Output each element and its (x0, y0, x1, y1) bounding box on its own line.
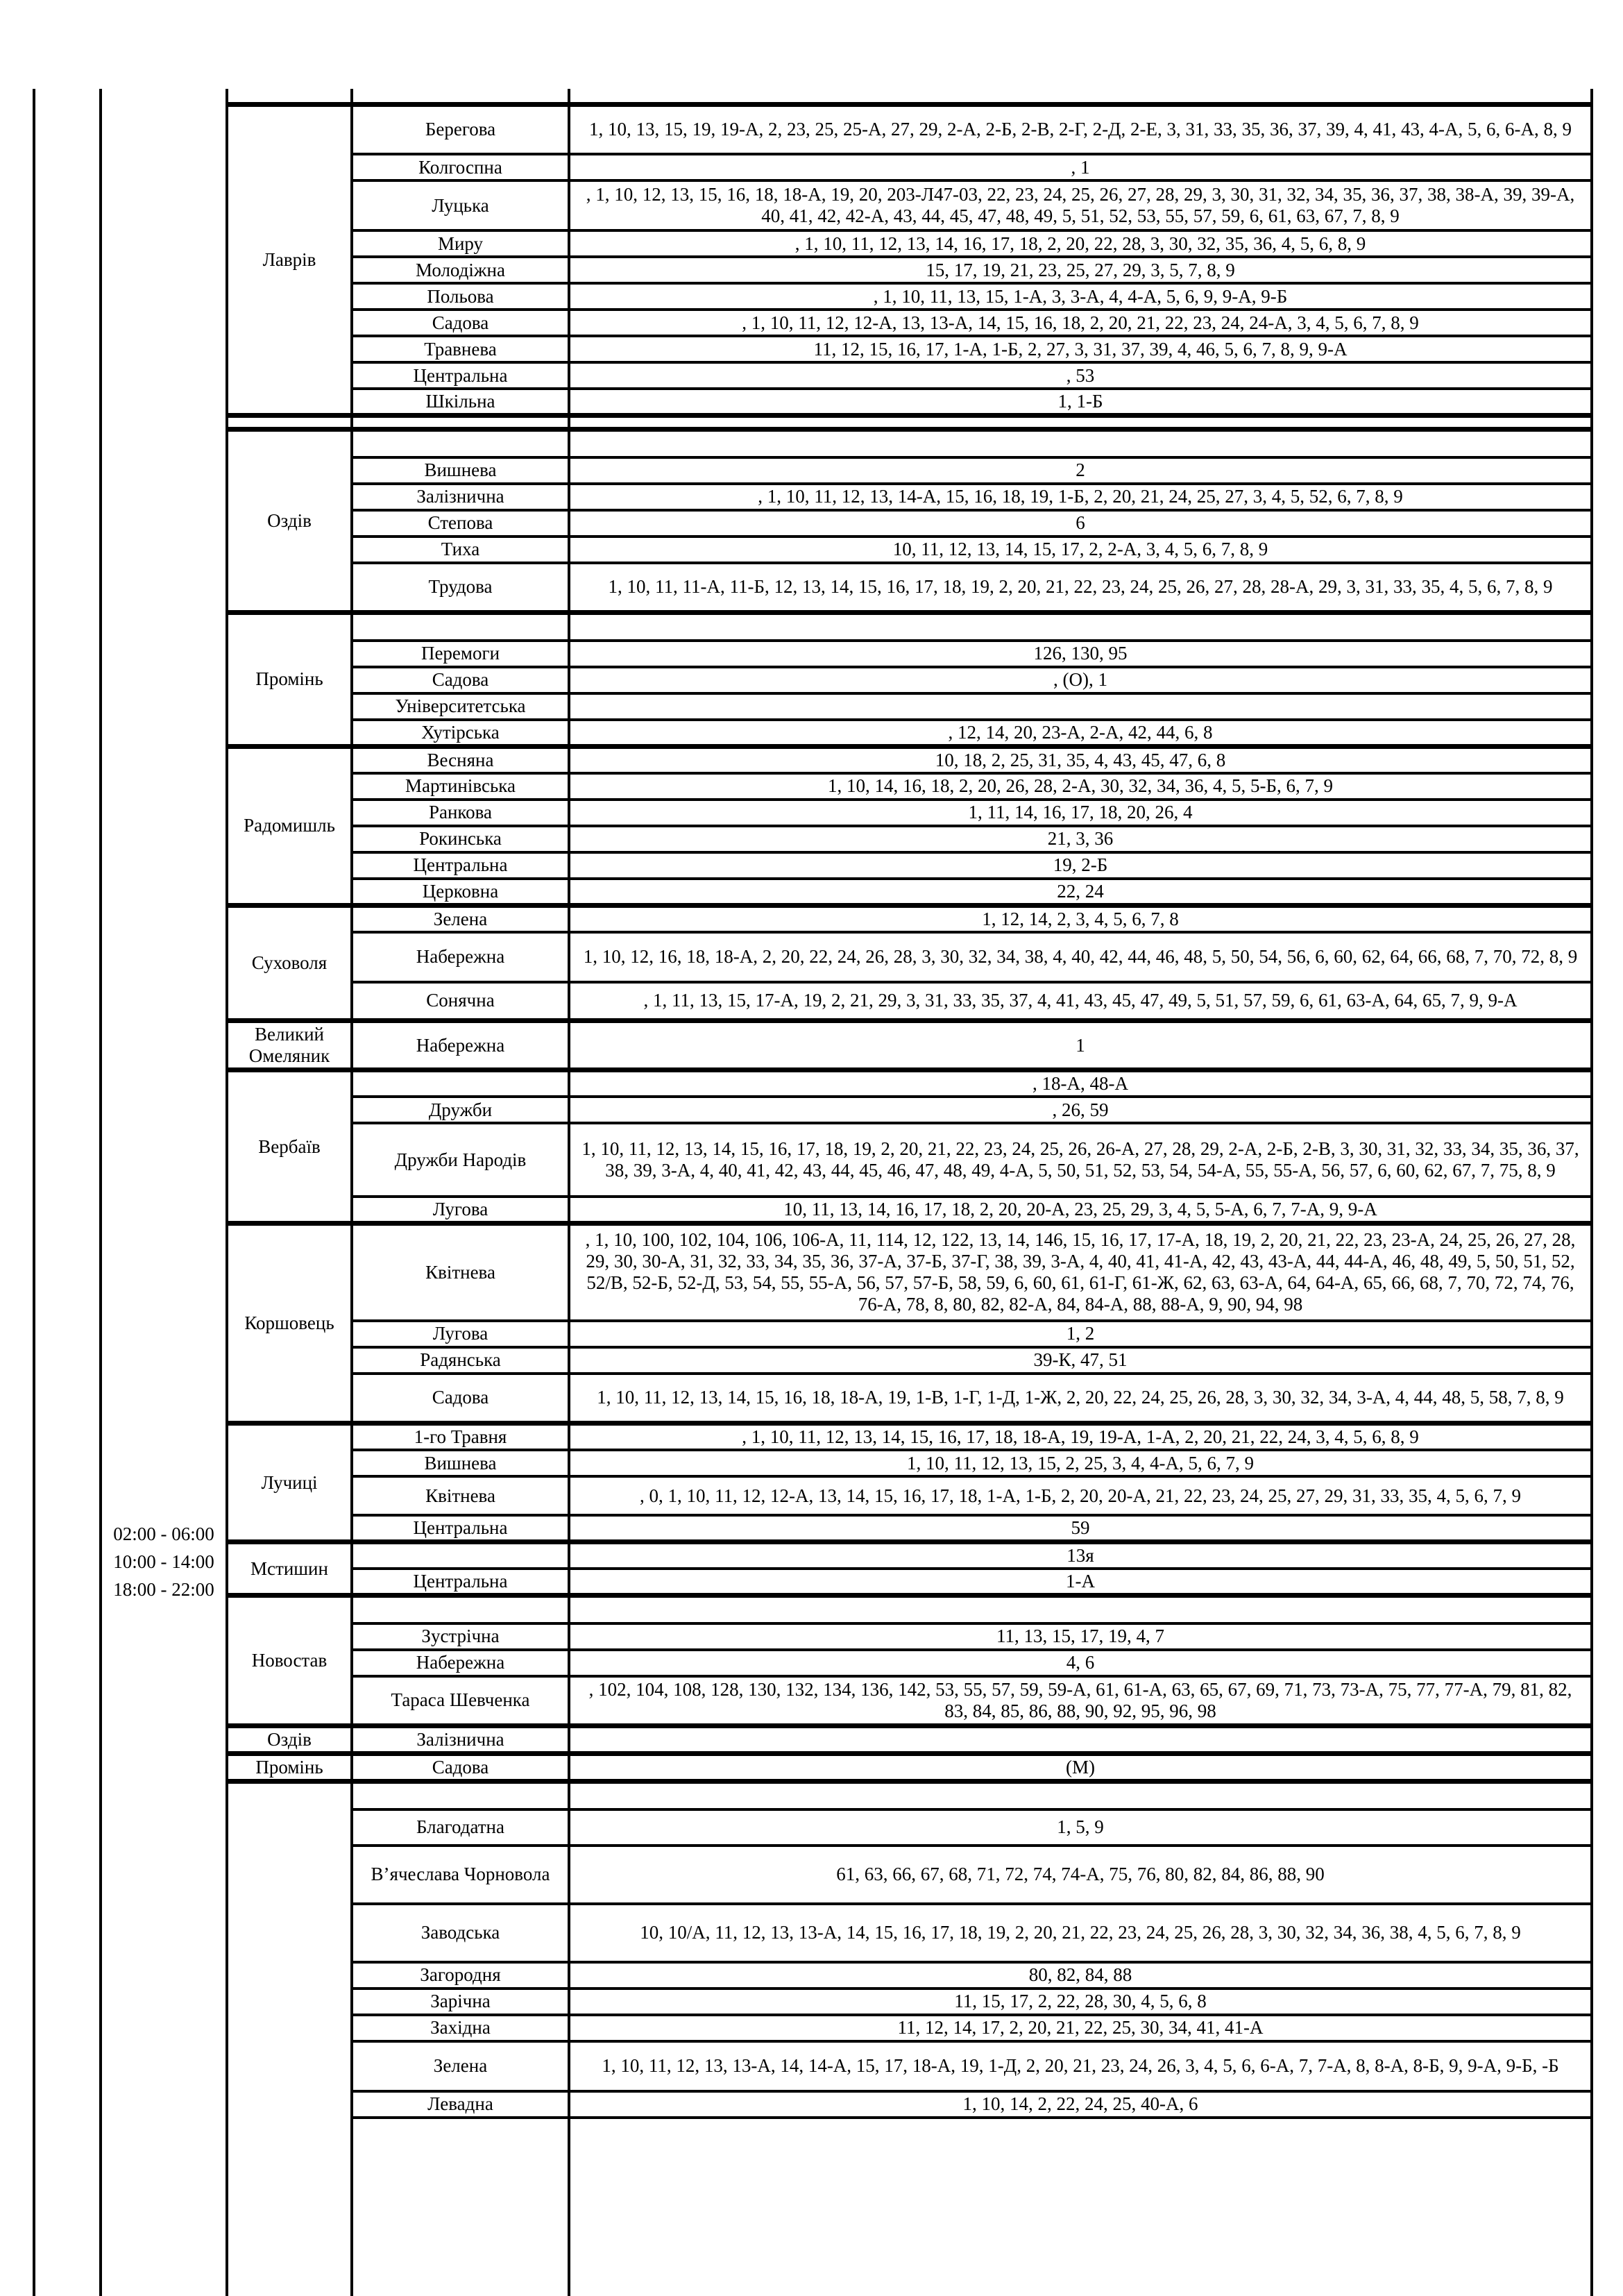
village-cell: Лаврів (227, 104, 352, 416)
table-row (227, 641, 1592, 667)
village-cell: Лучиці (227, 1424, 352, 1542)
house-numbers-cell (569, 1782, 1592, 1809)
table-row (227, 180, 1592, 230)
street-cell: Зелена (352, 2041, 569, 2091)
house-numbers-cell: 1-А (569, 1569, 1592, 1596)
table-row (227, 1754, 1592, 1782)
street-cell: Садова (352, 667, 569, 693)
house-numbers-cell: 11, 12, 14, 17, 2, 20, 21, 22, 25, 30, 34, 41, 41-А (569, 2015, 1592, 2041)
table-row (227, 1962, 1592, 1989)
table-row (227, 430, 1592, 457)
house-numbers-cell: 1, 10, 11, 11-А, 11-Б, 12, 13, 14, 15, 16, 17, 18, 19, 2, 20, 21, 22, 23, 24, 25, 26, 27, 28, 28-А, 29, 3, 31, 33, 35, 4, 5, 6, 7, 8, 9 (569, 563, 1592, 613)
table-row (227, 1224, 1592, 1321)
table-row (227, 310, 1592, 336)
street-cell: Ранкова (352, 800, 569, 826)
street-cell: Хутірська (352, 720, 569, 747)
street-cell: Зелена (352, 905, 569, 932)
house-numbers-cell (569, 430, 1592, 457)
table-row (227, 773, 1592, 800)
village-cell: Суховоля (227, 905, 352, 1021)
village-cell: Промінь (227, 1754, 352, 1782)
time-slot: 02:00 - 06:00 (113, 1523, 214, 1544)
street-cell: Набережна (352, 1021, 569, 1070)
village-cell: Новостав (227, 1596, 352, 1726)
time-slot: 18:00 - 22:00 (113, 1579, 214, 1600)
street-cell: Молодіжна (352, 257, 569, 283)
table-row (227, 1374, 1592, 1424)
table-row (227, 1676, 1592, 1726)
house-numbers-cell: , 1, 11, 13, 15, 17-А, 19, 2, 21, 29, 3, 31, 33, 35, 37, 4, 41, 43, 45, 47, 49, 5, 51, 57, 59, 6, 61, 63-А, 64, 65, 7, 9, 9-А (569, 982, 1592, 1021)
street-cell: Набережна (352, 1650, 569, 1676)
house-numbers-cell: 10, 11, 13, 14, 16, 17, 18, 2, 20, 20-А, 23, 25, 29, 3, 4, 5, 5-А, 6, 7, 7-А, 9, 9-А (569, 1197, 1592, 1224)
house-numbers-cell: 4, 6 (569, 1650, 1592, 1676)
table-row (227, 746, 1592, 773)
house-numbers-cell: 11, 15, 17, 2, 22, 28, 30, 4, 5, 6, 8 (569, 1989, 1592, 2015)
street-cell: Дружби (352, 1097, 569, 1123)
street-cell: Рокинська (352, 826, 569, 852)
table-row (227, 2091, 1592, 2118)
house-numbers-cell: 1, 10, 11, 12, 13, 14, 15, 16, 17, 18, 19, 2, 20, 21, 22, 23, 24, 25, 26, 26-А, 27, 28, 29, 2-А, 2-Б, 2-В, 3, 30, 31, 32, 33, 34, 35, 36, 37, 38, 39, 3-А, 4, 40, 41, 42, 43, 44, 45, 46, 47, 48, 49, 4-А, 5, 50, 51, 52, 53, 54, 54-А, 55, 55-А, 56, 57, 6, 60, 62, 67, 7, 75, 8, 9 (569, 1123, 1592, 1197)
street-cell: Берегова (352, 104, 569, 154)
table-row (227, 1123, 1592, 1197)
street-cell: Вишнева (352, 1450, 569, 1476)
street-cell: Степова (352, 510, 569, 537)
table-row (227, 932, 1592, 982)
table-row (227, 1989, 1592, 2015)
table-row (227, 154, 1592, 180)
street-cell: Радянська (352, 1347, 569, 1374)
street-cell (352, 89, 569, 104)
street-cell: Центральна (352, 362, 569, 389)
street-cell: Луцька (352, 180, 569, 230)
table-row (227, 800, 1592, 826)
table-row (227, 1596, 1592, 1623)
house-numbers-cell: 21, 3, 36 (569, 826, 1592, 852)
table-row (227, 1809, 1592, 1846)
table-row (227, 1904, 1592, 1962)
house-numbers-cell: 1 (569, 1021, 1592, 1070)
street-cell: Церковна (352, 879, 569, 906)
house-numbers-cell: 1, 10, 12, 16, 18, 18-А, 2, 20, 22, 24, 26, 28, 3, 30, 32, 34, 38, 4, 40, 42, 44, 46, 48, 5, 50, 54, 56, 6, 60, 62, 64, 66, 68, 7, 70, 72, 8, 9 (569, 932, 1592, 982)
village-cell: Великий Омеляник (227, 1021, 352, 1070)
table-row (227, 457, 1592, 484)
house-numbers-cell: 1, 10, 14, 16, 18, 2, 20, 26, 28, 2-А, 30, 32, 34, 36, 4, 5, 5-Б, 6, 7, 9 (569, 773, 1592, 800)
house-numbers-cell: 1, 2 (569, 1321, 1592, 1347)
village-cell (227, 89, 352, 104)
house-numbers-cell: 13я (569, 1542, 1592, 1569)
street-cell: Перемоги (352, 641, 569, 667)
street-cell: Західна (352, 2015, 569, 2041)
street-cell: Весняна (352, 746, 569, 773)
house-numbers-cell: (М) (569, 1754, 1592, 1782)
street-cell: Сонячна (352, 982, 569, 1021)
table-row (227, 1542, 1592, 1569)
table-row (227, 389, 1592, 416)
street-cell: Травнева (352, 336, 569, 362)
village-cell: Оздів (227, 430, 352, 613)
table-row (227, 1726, 1592, 1754)
village-cell: Оздів (227, 1726, 352, 1754)
street-cell (352, 2118, 569, 2296)
house-numbers-cell: , 53 (569, 362, 1592, 389)
table-row (227, 1197, 1592, 1224)
house-numbers-cell: 1, 12, 14, 2, 3, 4, 5, 6, 7, 8 (569, 905, 1592, 932)
house-numbers-cell: 126, 130, 95 (569, 641, 1592, 667)
street-cell: Польова (352, 283, 569, 310)
table-row (227, 1321, 1592, 1347)
street-cell: Квітнева (352, 1224, 569, 1321)
street-cell: Зарічна (352, 1989, 569, 2015)
street-cell: Квітнева (352, 1476, 569, 1515)
table-row (227, 1070, 1592, 1097)
street-cell (352, 1782, 569, 1809)
street-cell: Набережна (352, 932, 569, 982)
left-rail-line-outer (33, 89, 35, 2296)
time-slots (102, 1520, 226, 1603)
street-cell (352, 1596, 569, 1623)
house-numbers-cell: 1, 1-Б (569, 389, 1592, 416)
house-numbers-cell (569, 1726, 1592, 1754)
street-cell: Університетська (352, 693, 569, 720)
house-numbers-cell: , 18-А, 48-А (569, 1070, 1592, 1097)
street-cell: Трудова (352, 563, 569, 613)
table-row (227, 1515, 1592, 1542)
table-row (227, 283, 1592, 310)
house-numbers-cell: 1, 10, 11, 12, 13, 14, 15, 16, 18, 18-А, 19, 1-В, 1-Г, 1-Д, 1-Ж, 2, 20, 22, 24, 25, 26, 28, 3, 30, 32, 34, 3-А, 4, 44, 48, 5, 58, 7, 8, 9 (569, 1374, 1592, 1424)
street-cell: Центральна (352, 852, 569, 879)
house-numbers-cell: 10, 10/А, 11, 12, 13, 13-А, 14, 15, 16, 17, 18, 19, 2, 20, 21, 22, 23, 24, 25, 26, 28, 3, 30, 32, 34, 36, 38, 4, 5, 6, 7, 8, 9 (569, 1904, 1592, 1962)
table-row (227, 1021, 1592, 1070)
village-cell: Вербаїв (227, 1070, 352, 1224)
street-cell: Загородня (352, 1962, 569, 1989)
village-cell (227, 416, 352, 430)
table-row (227, 1097, 1592, 1123)
table-row (227, 104, 1592, 154)
house-numbers-cell: 6 (569, 510, 1592, 537)
table-row (227, 2041, 1592, 2091)
street-cell: Колгоспна (352, 154, 569, 180)
street-cell: Залізнична (352, 1726, 569, 1754)
street-cell: Левадна (352, 2091, 569, 2118)
table-row (227, 720, 1592, 747)
street-cell: Лугова (352, 1197, 569, 1224)
house-numbers-cell: , 1, 10, 11, 12, 12-А, 13, 13-А, 14, 15, 16, 18, 2, 20, 21, 22, 23, 24, 24-А, 3, 4, 5, 6, 7, 8, 9 (569, 310, 1592, 336)
house-numbers-cell: 19, 2-Б (569, 852, 1592, 879)
table-row (227, 1623, 1592, 1650)
table-row (227, 613, 1592, 641)
house-numbers-cell (569, 693, 1592, 720)
table-row (227, 230, 1592, 257)
table-row (227, 1569, 1592, 1596)
street-cell (352, 1070, 569, 1097)
table-row (227, 905, 1592, 932)
street-cell (352, 613, 569, 641)
table-row (227, 537, 1592, 563)
house-numbers-cell: , (О), 1 (569, 667, 1592, 693)
table-row (227, 982, 1592, 1021)
street-cell: 1-го Травня (352, 1424, 569, 1451)
house-numbers-cell: 1, 10, 11, 12, 13, 15, 2, 25, 3, 4, 4-А, 5, 6, 7, 9 (569, 1450, 1592, 1476)
outage-schedule-table (226, 89, 1593, 2296)
house-numbers-cell: 10, 18, 2, 25, 31, 35, 4, 43, 45, 47, 6, 8 (569, 746, 1592, 773)
table-row (227, 484, 1592, 510)
table-row (227, 1476, 1592, 1515)
house-numbers-cell: , 0, 1, 10, 11, 12, 12-А, 13, 14, 15, 16, 17, 18, 1-А, 1-Б, 2, 20, 20-А, 21, 22, 23, 24, 25, 27, 29, 31, 33, 35, 4, 5, 6, 7, 9 (569, 1476, 1592, 1515)
house-numbers-cell: 2 (569, 457, 1592, 484)
house-numbers-cell: 11, 13, 15, 17, 19, 4, 7 (569, 1623, 1592, 1650)
street-cell: Шкільна (352, 389, 569, 416)
table-row (227, 879, 1592, 906)
village-cell: Коршовець (227, 1224, 352, 1424)
table-row (227, 693, 1592, 720)
time-slot: 10:00 - 14:00 (113, 1551, 214, 1572)
house-numbers-cell: , 1, 10, 11, 12, 13, 14-А, 15, 16, 18, 19, 1-Б, 2, 20, 21, 24, 25, 27, 3, 4, 5, 52, 6, 7, 8, 9 (569, 484, 1592, 510)
table-row (227, 2118, 1592, 2296)
street-cell (352, 416, 569, 430)
house-numbers-cell: , 1, 10, 12, 13, 15, 16, 18, 18-А, 19, 20, 203-Л47-03, 22, 23, 24, 25, 26, 27, 28, 29, 3, 30, 31, 32, 34, 35, 36, 37, 38, 38-А, 39, 39-А, 40, 41, 42, 42-А, 43, 44, 45, 47, 48, 49, 5, 51, 52, 53, 55, 57, 59, 6, 61, 63, 67, 7, 8, 9 (569, 180, 1592, 230)
house-numbers-cell (569, 1596, 1592, 1623)
street-cell (352, 430, 569, 457)
house-numbers-cell: 61, 63, 66, 67, 68, 71, 72, 74, 74-А, 75, 76, 80, 82, 84, 86, 88, 90 (569, 1846, 1592, 1904)
house-numbers-cell: , 1, 10, 11, 12, 13, 14, 16, 17, 18, 2, 20, 22, 28, 3, 30, 32, 35, 36, 4, 5, 6, 8, 9 (569, 230, 1592, 257)
village-cell: Радомишль (227, 746, 352, 905)
house-numbers-cell (569, 89, 1592, 104)
house-numbers-cell: , 1 (569, 154, 1592, 180)
left-rail-line-inner (99, 89, 102, 2296)
house-numbers-cell: 15, 17, 19, 21, 23, 25, 27, 29, 3, 5, 7, 8, 9 (569, 257, 1592, 283)
table-row (227, 336, 1592, 362)
house-numbers-cell: , 1, 10, 11, 13, 15, 1-А, 3, 3-А, 4, 4-А, 5, 6, 9, 9-А, 9-Б (569, 283, 1592, 310)
village-cell: Промінь (227, 613, 352, 747)
house-numbers-cell: , 102, 104, 108, 128, 130, 132, 134, 136, 142, 53, 55, 57, 59, 59-А, 61, 61-А, 63, 65, 67, 69, 71, 73, 73-А, 75, 77, 77-А, 79, 81, 82, 83, 84, 85, 86, 88, 90, 92, 95, 96, 98 (569, 1676, 1592, 1726)
street-cell: Заводська (352, 1904, 569, 1962)
street-cell: Тараса Шевченка (352, 1676, 569, 1726)
house-numbers-cell: 1, 10, 14, 2, 22, 24, 25, 40-А, 6 (569, 2091, 1592, 2118)
street-cell: Садова (352, 1374, 569, 1424)
house-numbers-cell: 1, 10, 13, 15, 19, 19-А, 2, 23, 25, 25-А, 27, 29, 2-А, 2-Б, 2-В, 2-Г, 2-Д, 2-Е, 3, 31, 33, 35, 36, 37, 39, 4, 41, 43, 4-А, 5, 6, 6-А, 8, 9 (569, 104, 1592, 154)
street-cell: Тиха (352, 537, 569, 563)
table-row (227, 257, 1592, 283)
house-numbers-cell: 80, 82, 84, 88 (569, 1962, 1592, 1989)
table-row (227, 416, 1592, 430)
table-row (227, 89, 1592, 104)
house-numbers-cell: , 1, 10, 100, 102, 104, 106, 106-А, 11, 114, 12, 122, 13, 14, 146, 15, 16, 17, 17-А, 18, 19, 2, 20, 21, 22, 23, 23-А, 24, 25, 26, 27, 28, 29, 30, 30-А, 31, 32, 33, 34, 35, 36, 37-А, 37-Б, 37-Г, 38, 39, 3-А, 4, 40, 41, 41-А, 42, 43, 43-А, 44, 44-А, 46, 48, 49, 5, 50, 51, 52, 52/В, 52-Б, 52-Д, 53, 54, 55, 55-А, 56, 57, 57-Б, 58, 59, 6, 60, 61, 61-Г, 61-Ж, 62, 63, 63-А, 64, 64-А, 65, 66, 68, 7, 70, 72, 74, 76, 76-А, 78, 8, 80, 82, 82-А, 84, 84-А, 88, 88-А, 9, 90, 94, 98 (569, 1224, 1592, 1321)
street-cell: Вишнева (352, 457, 569, 484)
table-row (227, 1650, 1592, 1676)
house-numbers-cell: 11, 12, 15, 16, 17, 1-А, 1-Б, 2, 27, 3, 31, 37, 39, 4, 46, 5, 6, 7, 8, 9, 9-А (569, 336, 1592, 362)
street-cell: Дружби Народів (352, 1123, 569, 1197)
house-numbers-cell (569, 416, 1592, 430)
house-numbers-cell: 39-К, 47, 51 (569, 1347, 1592, 1374)
table-row (227, 1347, 1592, 1374)
table-row (227, 563, 1592, 613)
street-cell: Залізнична (352, 484, 569, 510)
table-row (227, 826, 1592, 852)
table-row (227, 362, 1592, 389)
street-cell: Центральна (352, 1515, 569, 1542)
house-numbers-cell (569, 2118, 1592, 2296)
house-numbers-cell: 22, 24 (569, 879, 1592, 906)
house-numbers-cell: 1, 10, 11, 12, 13, 13-А, 14, 14-А, 15, 17, 18-А, 19, 1-Д, 2, 20, 21, 23, 24, 26, 3, 4, 5, 6, 6-А, 7, 7-А, 8, 8-А, 8-Б, 9, 9-А, 9-Б, -Б (569, 2041, 1592, 2091)
house-numbers-cell: , 26, 59 (569, 1097, 1592, 1123)
village-cell (227, 1782, 352, 2296)
table-row (227, 1450, 1592, 1476)
house-numbers-cell: 10, 11, 12, 13, 14, 15, 17, 2, 2-А, 3, 4, 5, 6, 7, 8, 9 (569, 537, 1592, 563)
street-cell: Зустрічна (352, 1623, 569, 1650)
table-row (227, 667, 1592, 693)
table-row (227, 852, 1592, 879)
village-cell: Мстишин (227, 1542, 352, 1596)
street-cell (352, 1542, 569, 1569)
house-numbers-cell: , 12, 14, 20, 23-А, 2-А, 42, 44, 6, 8 (569, 720, 1592, 747)
street-cell: Миру (352, 230, 569, 257)
house-numbers-cell: 1, 5, 9 (569, 1809, 1592, 1846)
street-cell: Благодатна (352, 1809, 569, 1846)
table-row (227, 1424, 1592, 1451)
street-cell: В’ячеслава Чорновола (352, 1846, 569, 1904)
house-numbers-cell: 59 (569, 1515, 1592, 1542)
street-cell: Садова (352, 1754, 569, 1782)
table-row (227, 510, 1592, 537)
table-row (227, 2015, 1592, 2041)
house-numbers-cell: , 1, 10, 11, 12, 13, 14, 15, 16, 17, 18, 18-А, 19, 19-А, 1-А, 2, 20, 21, 22, 24, 3, 4, 5, 6, 8, 9 (569, 1424, 1592, 1451)
table-row (227, 1782, 1592, 1809)
table-row (227, 1846, 1592, 1904)
street-cell: Лугова (352, 1321, 569, 1347)
house-numbers-cell (569, 613, 1592, 641)
street-cell: Мартинівська (352, 773, 569, 800)
street-cell: Садова (352, 310, 569, 336)
street-cell: Центральна (352, 1569, 569, 1596)
house-numbers-cell: 1, 11, 14, 16, 17, 18, 20, 26, 4 (569, 800, 1592, 826)
